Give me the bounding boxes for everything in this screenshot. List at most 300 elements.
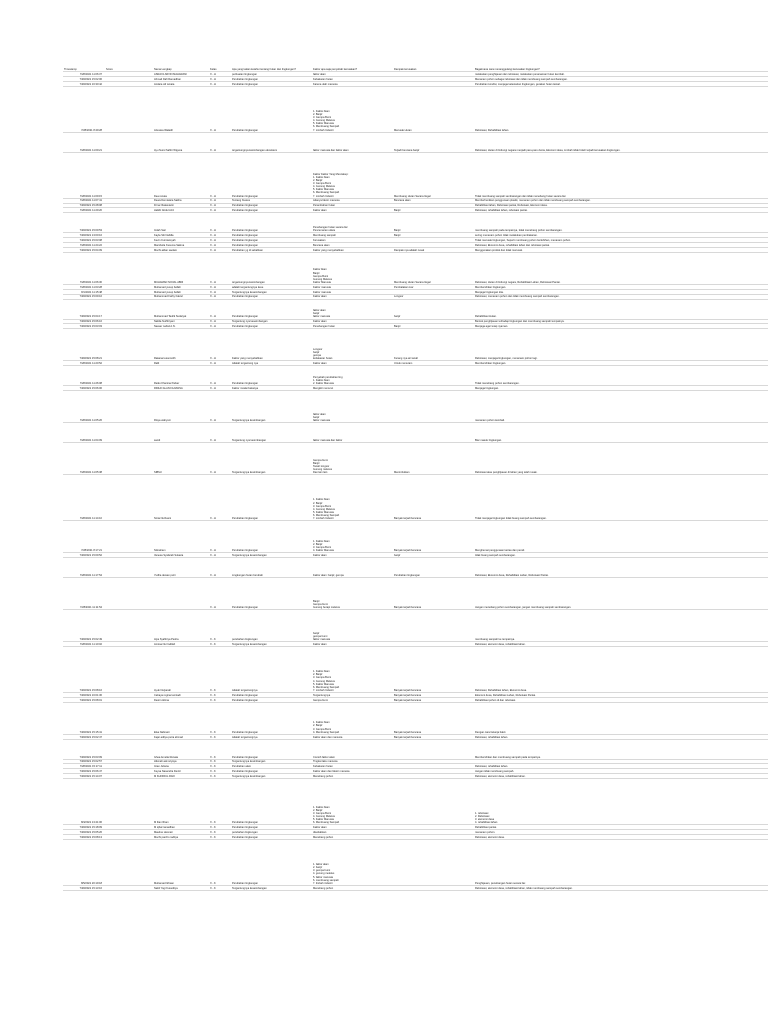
cell-timestamp: 7/28/2021 15:17:11 bbox=[63, 764, 105, 769]
cell-answer-1: Tergantung nya keseimbangan bbox=[231, 319, 312, 324]
cell-class: X - H bbox=[209, 299, 231, 319]
cell-timestamp: 7/28/2021 15:15:41 bbox=[63, 702, 105, 734]
cell-answer-4: Ekonomi desa, Rehabilitasi Lahan, Reboisasi Pantai. bbox=[474, 692, 768, 697]
cell-answer-4: Rehabilitasi lahan, Reboisasi pantai, Reboisasi, Ekonomi desa. bbox=[474, 203, 768, 208]
cell-answer-4: menanam pohon kembali. bbox=[474, 391, 768, 423]
table-row bbox=[63, 739, 768, 759]
table-row bbox=[63, 885, 768, 890]
cell-answer-2: Mengikir menurut bbox=[312, 386, 393, 391]
cell-answer-4: Rehabilitasi pohon di dan reboisasi. bbox=[474, 697, 768, 702]
cell-timestamp: 7/28/2021 15:08:16 bbox=[63, 646, 105, 692]
cell-score bbox=[105, 366, 153, 386]
cell-timestamp: 7/28/2021 11:20:52 bbox=[63, 361, 105, 366]
cell-answer-4: Bentuk penghijauan terhadap lingkungan dan membuang sampah tempatnya. bbox=[474, 319, 768, 324]
cell-answer-1: Perubahan lingkungan bbox=[231, 243, 312, 248]
cell-score bbox=[105, 252, 153, 284]
cell-class: X - H bbox=[209, 289, 231, 294]
cell-answer-2: Tergantungnya bbox=[312, 692, 393, 697]
cell-timestamp: 7/28/2021 11:05:38 bbox=[63, 443, 105, 475]
cell-timestamp: 7/28/2021 11:29:20 bbox=[63, 208, 105, 213]
cell-answer-1: Perubahan lingkungan bbox=[231, 839, 312, 885]
cell-timestamp: 7/28/2021 15:02:47 bbox=[63, 734, 105, 739]
cell-answer-2: Banjir Gempa bumi Gunung berapi meletus bbox=[312, 578, 393, 610]
cell-class: X - K bbox=[209, 739, 231, 759]
table-row bbox=[63, 132, 768, 152]
cell-answer-4: Reboisasi, ekonomi desa, rehabilitasi lahan. bbox=[474, 774, 768, 779]
table-row bbox=[63, 443, 768, 475]
cell-answer-3: Pembalakan Liar bbox=[393, 284, 474, 289]
table-row bbox=[63, 86, 768, 132]
cell-score bbox=[105, 558, 153, 578]
cell-score bbox=[105, 578, 153, 610]
cell-class: X - H bbox=[209, 391, 231, 423]
cell-answer-2: Kebakaran hutan bbox=[312, 76, 393, 81]
cell-timestamp: 7/28/2021 8:49:28 bbox=[63, 86, 105, 132]
cell-class: X - H bbox=[209, 238, 231, 243]
cell-class: X - K bbox=[209, 769, 231, 774]
cell-answer-4: Reboisasi, menanam pohon dan tidak membuang sampah sembarangan. bbox=[474, 294, 768, 299]
cell-class: X - H bbox=[209, 86, 231, 132]
cell-answer-4: Reboisasi atau penghijauan di lahan yang telah rusak. bbox=[474, 443, 768, 475]
cell-answer-1: Perubahan lingkungan bbox=[231, 702, 312, 734]
cell-answer-2: Faktor alam bbox=[312, 208, 393, 213]
cell-score bbox=[105, 779, 153, 825]
cell-answer-2: 1. faktor alam 2. banjir 3. gempa bumi 4. gunung meletus 5. faktor manusia 6. membuang sampah 7. limbah industri bbox=[312, 839, 393, 885]
cell-timestamp: 8/1/2021 11:15:48 bbox=[63, 289, 105, 294]
cell-answer-2: faktor alam banjir faktor manusia bbox=[312, 391, 393, 423]
cell-answer-1: Tergantungnya kesimbangan bbox=[231, 391, 312, 423]
cell-class: X - H bbox=[209, 386, 231, 391]
table-row bbox=[63, 558, 768, 578]
cell-class: X - H bbox=[209, 203, 231, 208]
cell-answer-2: Perambahan hutan bbox=[312, 203, 393, 208]
cell-answer-2: Faktor alam bbox=[312, 294, 393, 299]
cell-answer-1: Perubahan lingkungan bbox=[231, 739, 312, 759]
cell-answer-1: Perubahan lingkungan bbox=[231, 208, 312, 213]
cell-answer-2: Membuang sampah bbox=[312, 233, 393, 238]
cell-class: X - H bbox=[209, 294, 231, 299]
cell-answer-2: Faktor Alam Banjir Gempa Bumi Gunung Meletus Faktor Manusia bbox=[312, 252, 393, 284]
cell-answer-3: Perubahan lingkungan bbox=[393, 558, 474, 578]
cell-answer-2: Faktor alam bbox=[312, 642, 393, 647]
cell-class: X - H bbox=[209, 284, 231, 289]
cell-answer-4: membuang sampah ke tempatnya. bbox=[474, 610, 768, 642]
cell-class: X - H bbox=[209, 443, 231, 475]
cell-name: Indah Sari bbox=[153, 213, 209, 233]
cell-answer-4: Jangan menebang pohon sembarangan, jangan membuang sampah sembarangan. bbox=[474, 578, 768, 610]
table-row bbox=[63, 213, 768, 233]
cell-score bbox=[105, 329, 153, 361]
cell-answer-1: Perubahan lingkungan bbox=[231, 299, 312, 319]
cell-score bbox=[105, 521, 153, 553]
cell-name: Alya Syafitriya Pesha bbox=[153, 610, 209, 642]
table-row bbox=[63, 299, 768, 319]
responses-table bbox=[63, 66, 768, 891]
cell-answer-1: Perubahan lingkungan bbox=[231, 294, 312, 299]
cell-answer-3: Banjir bbox=[393, 213, 474, 233]
cell-answer-3 bbox=[393, 739, 474, 759]
cell-answer-1: Perubahan yg di sebabkan bbox=[231, 248, 312, 253]
table-row bbox=[63, 391, 768, 423]
cell-answer-2: Menebang pohon bbox=[312, 774, 393, 779]
cell-name: M iqbal ramadhan bbox=[153, 825, 209, 830]
table-row bbox=[63, 521, 768, 553]
cell-answer-2: Kerusakan bbox=[312, 238, 393, 243]
cell-answer-1: Tergantung nya kesimbangan bbox=[231, 423, 312, 443]
cell-answer-2: Gempa bumi bbox=[312, 697, 393, 702]
cell-answer-2: 1. Faktor Alam 2. Banjir 3. Gempa Bumi 4. Faktor Manusia bbox=[312, 521, 393, 553]
cell-answer-1: Perubahan lingkungan bbox=[231, 578, 312, 610]
cell-answer-1: Perubahan lingkungan bbox=[231, 213, 312, 233]
cell-name: sandi bbox=[153, 423, 209, 443]
cell-timestamp: 7/28/2021 15:14:07 bbox=[63, 774, 105, 779]
cell-class: X - H bbox=[209, 361, 231, 366]
cell-timestamp: 7/28/2021 15:06:47 bbox=[63, 769, 105, 774]
cell-answer-3 bbox=[393, 423, 474, 443]
cell-timestamp: 7/28/2021 15:09:16 bbox=[63, 294, 105, 299]
cell-class: X - H bbox=[209, 329, 231, 361]
cell-answer-4: Membersihkan lingkungan. bbox=[474, 361, 768, 366]
cell-name: Muhammad Fathy Fakrul bbox=[153, 294, 209, 299]
cell-class: X - K bbox=[209, 702, 231, 734]
cell-answer-1: Perubahan lingkungan bbox=[231, 233, 312, 238]
cell-answer-1: Perubahan lingkungan bbox=[231, 697, 312, 702]
cell-timestamp: 7/28/2021 15:08:21 bbox=[63, 329, 105, 361]
cell-score bbox=[105, 391, 153, 423]
cell-name: Kevin Kurniansyah bbox=[153, 238, 209, 243]
cell-class: X - H bbox=[209, 243, 231, 248]
cell-class: X - K bbox=[209, 779, 231, 825]
cell-class: X - K bbox=[209, 839, 231, 885]
cell-timestamp: 7/28/2021 15:08:01 bbox=[63, 697, 105, 702]
cell-timestamp: 7/28/2021 11:09:21 bbox=[63, 132, 105, 152]
cell-answer-4: sering menanam pohon tidak melakukan pembakaran. bbox=[474, 233, 768, 238]
header-timestamp: Timestamp bbox=[63, 66, 105, 72]
cell-answer-1: Perubahan lingkungan bbox=[231, 203, 312, 208]
cell-score bbox=[105, 423, 153, 443]
cell-answer-4: menanam pohon. bbox=[474, 830, 768, 835]
cell-answer-2: Faktor alam bbox=[312, 319, 393, 324]
cell-answer-4: Jangan tidak membuang sampah. bbox=[474, 769, 768, 774]
cell-timestamp: 8/3/2021 13:41:06 bbox=[63, 779, 105, 825]
cell-answer-4: Membersihkan dan membuang sampah pada tempatnya. bbox=[474, 739, 768, 759]
cell-timestamp: 7/28/2021 15:04:09 bbox=[63, 248, 105, 253]
cell-answer-4: Rehabilitasi pantai. bbox=[474, 825, 768, 830]
cell-answer-1: Perubahan lingkungan bbox=[231, 692, 312, 697]
cell-name: Ayuk Nurjanah bbox=[153, 646, 209, 692]
cell-answer-1: Perubahan lingkungan bbox=[231, 366, 312, 386]
cell-answer-4: melakukan penghijauan dan reboisasi, melakukan penanaman hutan kembali. bbox=[474, 72, 768, 77]
cell-answer-2: Adanya faktor manusia bbox=[312, 198, 393, 203]
cell-answer-3: Terjadi bencana banjir bbox=[393, 132, 474, 152]
cell-answer-3: Banyak terjadi bencana bbox=[393, 475, 474, 521]
table-row bbox=[63, 475, 768, 521]
cell-answer-4: Tidak menjaga lingkungan tidak buang sampah sembarangan. bbox=[474, 475, 768, 521]
cell-timestamp: 7/28/2021 16:01:36 bbox=[63, 692, 105, 697]
cell-answer-2: Faktor alam: banjir, gempa bbox=[312, 558, 393, 578]
table-row bbox=[63, 329, 768, 361]
cell-timestamp: 8/5/2021 20:19:18 bbox=[63, 839, 105, 885]
cell-answer-2: Menebang pohon bbox=[312, 834, 393, 839]
cell-answer-2: Faktor alam bbox=[312, 825, 393, 830]
cell-timestamp: 7/28/2021 11:11:54 bbox=[63, 578, 105, 610]
header-question-3: Dampak kerusakan bbox=[393, 66, 474, 72]
cell-name: Kayla Siti Nabilla bbox=[153, 233, 209, 238]
cell-answer-1: tergantungnya kesimbangan ekosistem bbox=[231, 132, 312, 152]
cell-answer-2: 1. Faktor Alam 2. Banjir 3. Gempa Bumi 4. Membuang Sampah bbox=[312, 702, 393, 734]
cell-answer-1: Faktor yang menyebabkan bbox=[231, 329, 312, 361]
cell-name: Marsheila Kusuma Sakina bbox=[153, 243, 209, 248]
cell-timestamp: 7/28/2021 15:02:49 bbox=[63, 610, 105, 642]
cell-timestamp: 7/28/2021 11:06:37 bbox=[63, 72, 105, 77]
cell-answer-1: Tergantungnya keseimbangan bbox=[231, 289, 312, 294]
cell-answer-3: Menimbulkan bbox=[393, 443, 474, 475]
cell-timestamp: 7/28/2021 11:10:02 bbox=[63, 642, 105, 647]
cell-answer-4: Tidak membuang sampah sembarangan dan tidak menebang hutan secara liar. bbox=[474, 152, 768, 198]
cell-answer-1: Perubahan lingkungan bbox=[231, 86, 312, 132]
cell-timestamp: 7/28/2021 15:08:13 bbox=[63, 834, 105, 839]
cell-answer-3 bbox=[393, 885, 474, 890]
cell-name: Yudha dewan putri bbox=[153, 558, 209, 578]
cell-answer-1: Adalah tergantungnya bbox=[231, 646, 312, 692]
cell-class: X - H bbox=[209, 324, 231, 329]
cell-answer-4: Tidak merusak lingkungan, Seperti membuang pohon berlebihan, menanam pohon. bbox=[474, 238, 768, 243]
table-row bbox=[63, 839, 768, 885]
cell-answer-3 bbox=[393, 779, 474, 825]
cell-class: X - K bbox=[209, 759, 231, 764]
cell-answer-3: Untuk menutam bbox=[393, 361, 474, 366]
cell-answer-1: Perubahan alam bbox=[231, 764, 312, 769]
cell-answer-2: Faktor manusia bbox=[312, 284, 393, 289]
cell-timestamp: 7/28/2021 11:04:09 bbox=[63, 423, 105, 443]
cell-timestamp: 7/28/2021 11:17:54 bbox=[63, 558, 105, 578]
cell-answer-2: faktor alam banjir faktor manusia bbox=[312, 299, 393, 319]
cell-answer-2: Faktor alam dan manusia bbox=[312, 734, 393, 739]
cell-answer-4: Reboisasi, Rehabilitasi lahan. bbox=[474, 86, 768, 132]
cell-answer-3: Banyak terjadi bencana bbox=[393, 702, 474, 734]
cell-answer-2: Karena ulah manusia bbox=[312, 81, 393, 86]
cell-score bbox=[105, 213, 153, 233]
cell-answer-4: tidak buang sampah sembarangan. bbox=[474, 553, 768, 558]
cell-answer-2: Contoh faktor alam bbox=[312, 739, 393, 759]
cell-answer-1: Perubahan lingkungan bbox=[231, 324, 312, 329]
cell-timestamp: 7/28/2021 11:05:26 bbox=[63, 391, 105, 423]
cell-class: X - H bbox=[209, 578, 231, 610]
cell-answer-4: Tidak menebang pohon sembarangan. bbox=[474, 366, 768, 386]
cell-name bbox=[153, 578, 209, 610]
header-question-2: Faktor apa saja penyebab kerusakan? bbox=[312, 66, 393, 72]
cell-answer-3: Merusak Hutan bbox=[393, 86, 474, 132]
cell-name: Muhamad yusup bellah bbox=[153, 284, 209, 289]
cell-class: X - K bbox=[209, 642, 231, 647]
cell-name: Sinta Nurhasni bbox=[153, 475, 209, 521]
table-row bbox=[63, 578, 768, 610]
cell-answer-1: adalah tergantungnya kese bbox=[231, 284, 312, 289]
cell-name: Muhammad Taufik Sudaryat bbox=[153, 299, 209, 319]
cell-answer-4: Reboisasi, ekonomi desa, rehabilitasi lahan, tidak membuang sampah sembarangan. bbox=[474, 885, 768, 890]
cell-answer-4: Rehabilitasi Hutan. bbox=[474, 299, 768, 319]
cell-answer-3: Bencana alam bbox=[393, 198, 474, 203]
table-row bbox=[63, 366, 768, 386]
cell-score bbox=[105, 610, 153, 642]
cell-answer-3: Banjir bbox=[393, 233, 474, 238]
cell-name: M Ilian Ilham bbox=[153, 779, 209, 825]
cell-answer-1: Perubahan lingkungan bbox=[231, 769, 312, 774]
cell-class: X - H bbox=[209, 423, 231, 443]
cell-name: Reiko Khanina Parker bbox=[153, 366, 209, 386]
cell-name: Mochi parcho raditya bbox=[153, 834, 209, 839]
cell-answer-4: membuang sampah pada tempatnya, tidak menebang pohon sembarangan. bbox=[474, 213, 768, 233]
cell-score bbox=[105, 152, 153, 198]
table-row bbox=[63, 702, 768, 734]
cell-class: X - H bbox=[209, 366, 231, 386]
cell-answer-4: Dengan cara bekerja bakti. bbox=[474, 702, 768, 734]
cell-class: X - H bbox=[209, 76, 231, 81]
cell-timestamp: 7/28/2021 15:03:03 bbox=[63, 324, 105, 329]
cell-answer-1: Perubahan lingkungan bbox=[231, 834, 312, 839]
cell-answer-1: Perubahan lingkungan bbox=[231, 825, 312, 830]
cell-answer-4: Reboisasi, Hutan di lindungi negara, Rehabilitasi Lahan, Reboisasi Pantai. bbox=[474, 252, 768, 284]
cell-answer-4: Menjaga agar tetap nyaman. bbox=[474, 324, 768, 329]
cell-answer-3: Banyak terjadi bencana bbox=[393, 521, 474, 553]
cell-class: X - K bbox=[209, 825, 231, 830]
cell-name: Vanesa Syafarah Sukaria bbox=[153, 553, 209, 558]
cell-answer-4: Memberhentikan penggunaan plastik, menanam pohon dan tidak membuang sampah sembarangan. bbox=[474, 198, 768, 203]
cell-timestamp: 7/28/2021 16:30:42 bbox=[63, 81, 105, 86]
cell-answer-2: Faktor alam bbox=[312, 553, 393, 558]
cell-answer-2: faktor manusia dan faktor alam bbox=[312, 132, 393, 152]
cell-class: X - K bbox=[209, 830, 231, 835]
cell-name: Nasser nabiul A.N. bbox=[153, 324, 209, 329]
cell-timestamp: 7/28/2021 15:18:09 bbox=[63, 825, 105, 830]
cell-timestamp: 7/28/2021 15:09:52 bbox=[63, 553, 105, 558]
cell-score bbox=[105, 739, 153, 759]
cell-answer-4: Perubahan kondisi, menjaga kelestarian lingkungan, gerakan hutan lestari. bbox=[474, 81, 768, 86]
cell-answer-2: Bencana alam bbox=[312, 243, 393, 248]
cell-name: Nabila Nurfitriyani bbox=[153, 319, 209, 324]
cell-answer-3: banjir bbox=[393, 553, 474, 558]
cell-name: Risya wahyuni bbox=[153, 391, 209, 423]
cell-name: Dewa Demiatara Sakha bbox=[153, 198, 209, 203]
cell-class: X - H bbox=[209, 132, 231, 152]
cell-name: Elsa Nabrasti bbox=[153, 702, 209, 734]
table-row bbox=[63, 423, 768, 443]
cell-name: Mauline Hesnari bbox=[153, 830, 209, 835]
cell-class: X - H bbox=[209, 248, 231, 253]
cell-answer-1: perubahan lingkungan bbox=[231, 610, 312, 642]
cell-answer-2: 1. Faktor Alam 2. Banjir 3. Gempa Bumi 4. Gunung Meletus 5. Faktor Manusia 6. Membuang Sampah bbox=[312, 779, 393, 825]
cell-answer-1: tergantungnya kesimbangan bbox=[231, 252, 312, 284]
table-row bbox=[63, 646, 768, 692]
cell-timestamp: 7/28/2021 15:05:26 bbox=[63, 830, 105, 835]
cell-answer-4: Menjaga lingkungan. bbox=[474, 386, 768, 391]
cell-score bbox=[105, 885, 153, 890]
cell-name: SIBSU bbox=[153, 443, 209, 475]
cell-score bbox=[105, 646, 153, 692]
cell-timestamp: 7/28/2021 15:06:16 bbox=[63, 319, 105, 324]
cell-timestamp: 7/28/2021 15:28:08 bbox=[63, 203, 105, 208]
cell-class: X - H bbox=[209, 208, 231, 213]
cell-answer-2: Tingkat laku manusia bbox=[312, 759, 393, 764]
cell-name: Keysa Nasandra Dentri bbox=[153, 769, 209, 774]
cell-answer-2: Penebangan hutan secara liar Pencemaran udara bbox=[312, 213, 393, 233]
cell-class: X - H bbox=[209, 252, 231, 284]
cell-class: X - H bbox=[209, 198, 231, 203]
cell-score bbox=[105, 475, 153, 521]
cell-name: Rafli bbox=[153, 361, 209, 366]
cell-answer-4: Reboisasi, Hutan di lindungi negara menjadi paru-paru dunia, Ekonomi desa, Limbah tidak boleh terjadi kerusakan lingkungan. bbox=[474, 132, 768, 152]
cell-answer-1: Lingkungan hutan berubah bbox=[231, 558, 312, 578]
cell-answer-2: Faktor yang menyebabkan bbox=[312, 248, 393, 253]
cell-answer-3: Banyak terjadi bencana bbox=[393, 734, 474, 739]
cell-name: Hikmah ask sriyaya bbox=[153, 759, 209, 764]
cell-answer-4: Reboisasi, menjaga lingkungan, menanam pohon lagi. bbox=[474, 329, 768, 361]
cell-answer-3: Dampak nya adalah rusak bbox=[393, 248, 474, 253]
cell-answer-1: Tergantungnya keseimbangan bbox=[231, 553, 312, 558]
header-name: Nama Lengkap bbox=[153, 66, 209, 72]
cell-answer-4: Reboisasi, ekonomi desa, rehabilitasi lahan. bbox=[474, 642, 768, 647]
cell-answer-3: Banyak terjadi bencana bbox=[393, 578, 474, 610]
cell-answer-2: Faktor alam dan faktor manusia bbox=[312, 769, 393, 774]
cell-class: X - K bbox=[209, 610, 231, 642]
cell-class: X - K bbox=[209, 834, 231, 839]
cell-answer-3 bbox=[393, 610, 474, 642]
cell-answer-3: Membuang Hutan Secara Ilegal bbox=[393, 152, 474, 198]
cell-name: Fajar aditya putra ahmad bbox=[153, 734, 209, 739]
cell-answer-1: Faktor mcalai bekanya bbox=[231, 386, 312, 391]
cell-name: Ayu Nurul Safitri Wiguna bbox=[153, 132, 209, 152]
cell-name: Ariestea Waladil bbox=[153, 86, 209, 132]
cell-answer-3 bbox=[393, 391, 474, 423]
cell-answer-4: Reboisasi, ekonomi desa. bbox=[474, 834, 768, 839]
cell-answer-1: Adalah tergantung nya bbox=[231, 361, 312, 366]
cell-answer-1: Tergantungnya kesimbangan bbox=[231, 443, 312, 475]
cell-name: Nabil Yogi Kusuditya bbox=[153, 885, 209, 890]
cell-answer-2: Penyebab perubahan ling 1. Faktor Alam 2. Faktor Manusia bbox=[312, 366, 393, 386]
cell-timestamp: 7/28/2021 11:24:22 bbox=[63, 243, 105, 248]
cell-class: X - H bbox=[209, 81, 231, 86]
cell-answer-1: Perubahan lingkungan bbox=[231, 779, 312, 825]
table-row bbox=[63, 252, 768, 284]
cell-answer-4: Reboisasi, Ekonomi desa, rehabilitasi lahan dan reboisasi pantai. bbox=[474, 243, 768, 248]
cell-name: Intan Juliana bbox=[153, 764, 209, 769]
cell-name: MUHAMAD NOVAL ABDI bbox=[153, 252, 209, 284]
header-score: Score bbox=[105, 66, 153, 72]
cell-answer-4: Menggunakan produk dan tidak merusak. bbox=[474, 248, 768, 253]
cell-answer-3: Banjir bbox=[393, 324, 474, 329]
cell-answer-3: Banyak terjadi bencana bbox=[393, 692, 474, 697]
cell-score bbox=[105, 132, 153, 152]
cell-name: Ahmad Dafi Ramadhan bbox=[153, 76, 209, 81]
cell-name: Desiri oktima bbox=[153, 697, 209, 702]
header-question-1: Apa yang kalian ketahui tentang hutan dan lingkungan? bbox=[231, 66, 312, 72]
cell-timestamp: 7/28/2021 11:07:41 bbox=[63, 198, 105, 203]
cell-class: X - K bbox=[209, 692, 231, 697]
cell-score bbox=[105, 839, 153, 885]
cell-answer-4: Reboisasi, Rehabilitasi lahan, Ekonomi desa. bbox=[474, 646, 768, 692]
cell-class: X - K bbox=[209, 764, 231, 769]
cell-answer-3: Banyak terjadi bencana bbox=[393, 697, 474, 702]
cell-answer-2: Penebangan hutan bbox=[312, 324, 393, 329]
cell-answer-4: Biar masuk lingkungan. bbox=[474, 423, 768, 443]
table-row bbox=[63, 610, 768, 642]
cell-class: X - H bbox=[209, 558, 231, 578]
cell-name: Muhamad yusup bellah bbox=[153, 289, 209, 294]
cell-answer-1: Perubahan lingkungan bbox=[231, 76, 312, 81]
cell-answer-4: Reboisasi, rehabilitasi lahan. bbox=[474, 734, 768, 739]
cell-score bbox=[105, 86, 153, 132]
cell-answer-1: Adalah tergantungnya bbox=[231, 734, 312, 739]
